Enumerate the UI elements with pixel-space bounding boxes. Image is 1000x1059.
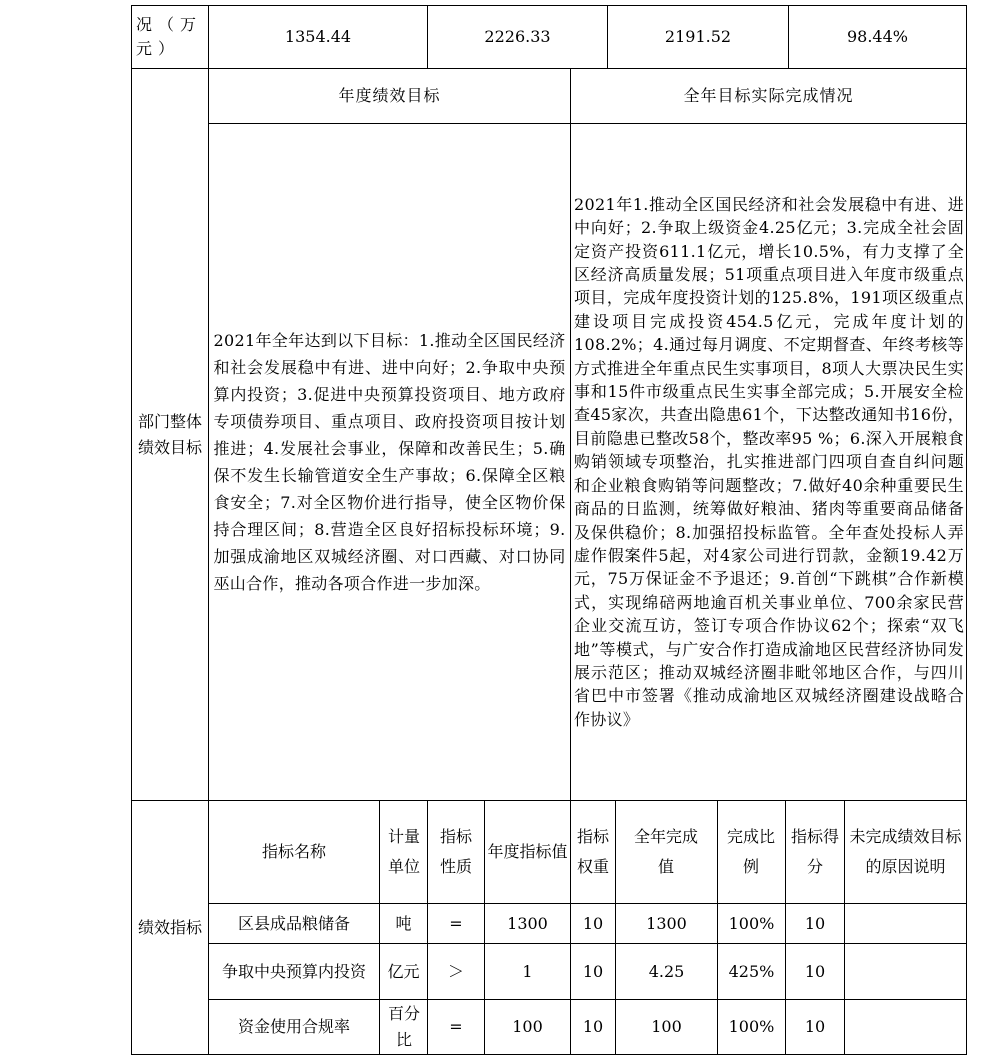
- cell-text: 吨: [395, 913, 412, 933]
- cell-text: 10: [582, 961, 604, 981]
- indicator-name: [209, 904, 379, 943]
- cell-text: 100: [512, 1017, 543, 1036]
- execution-rate-value: 98.44%: [846, 27, 908, 46]
- annual-goal-header-text: 年度绩效目标: [338, 86, 441, 105]
- fund-label: 况（万元）: [136, 15, 203, 58]
- fund-value-cell: [789, 6, 966, 68]
- grid-line: [966, 5, 967, 1055]
- header-text: 指标得分: [790, 827, 839, 876]
- fund-label-cell: [136, 6, 204, 68]
- indicator-reason: [845, 904, 966, 943]
- cell-text: 4.25: [648, 961, 685, 981]
- indicator-completed-value: [616, 944, 717, 999]
- cell-text: =: [449, 1017, 463, 1036]
- header-indicator-name: [209, 801, 379, 903]
- fund-value-cell: [608, 6, 788, 68]
- cell-text: 10: [804, 961, 826, 981]
- cell-text: 100%: [728, 1017, 775, 1036]
- dept-goal-label: 部门整体 绩效目标: [138, 411, 203, 457]
- actual-completion-header-text: 全年目标实际完成情况: [683, 86, 854, 105]
- cell-text: 区县成品粮储备: [237, 913, 350, 933]
- cell-text: 10: [804, 1017, 826, 1036]
- header-text: 指标性质: [439, 827, 472, 876]
- header-text: 全年完成值: [633, 827, 698, 876]
- cell-text: ＞: [447, 961, 464, 981]
- indicator-label-cell: [132, 801, 208, 1054]
- indicator-unit: [380, 944, 427, 999]
- header-annual-value: [485, 801, 570, 903]
- header-text: 指标名称: [261, 842, 326, 861]
- fund-value-cell: [209, 6, 427, 68]
- annual-budget-value: 1354.44: [284, 27, 352, 46]
- header-score: [786, 801, 844, 903]
- cell-text: 10: [582, 913, 604, 933]
- indicator-annual-value: [485, 1000, 570, 1054]
- indicator-score: [786, 1000, 844, 1054]
- indicator-name: [209, 944, 379, 999]
- cell-text: 100%: [728, 913, 775, 933]
- indicator-unit: [380, 904, 427, 943]
- grid-line: [570, 68, 571, 801]
- cell-text: 1300: [507, 913, 548, 933]
- indicator-weight: [571, 904, 615, 943]
- actual-completion-text: 2021年1.推动全区国民经济和社会发展稳中有进、进中向好；2.争取上级资金4.25亿元；3.完成全社会固定资产投资611.1亿元，增长10.5%，有力支撑了全区经济高质量发展；51项重点项目进入年度市级重点项目，完成年度投资计划的125.8%，191项区级重点建设项目完成投资454.5亿元，完成年度计划的108.2%；4.通过每月调度、不定期督查、年终考核等方式推进全年重点民生实事项目，8项人大票决民生实事和15件市级重点民生实事全部完成；5.开展安全检查45家次，共查出隐患61个，下达整改通知书16份，目前隐患已整改58个，整改率95 %；6.深入开展粮食购销领域专项整治，扎实推进部门四项自查自纠问题和企业粮食购销等问题整改；7.做好40余种重要民生商品的日监测，统筹做好粮油、猪肉等重要商品储备及保供稳价；8.加强招投标监管。全年查处投标人弄虚作假案件5起，对4家公司进行罚款，金额19.42万元，75万保证金不予退还；9.首创“下跳棋”合作新模式，实现绵碚两地逾百机关事业单位、700余家民营企业交流互访，签订专项合作协议62个；探索“双飞地”等模式，与广安合作打造成渝地区民营经济协同发展示范区；推动双城经济圈非毗邻地区合作，与四川省巴中市签署《推动成渝地区双城经济圈建设战略合作协议》: [574, 194, 964, 729]
- header-text: 年度指标值: [487, 842, 568, 861]
- header-completed-value: [625, 801, 707, 903]
- cell-text: 1300: [646, 913, 687, 933]
- indicator-nature: [428, 944, 484, 999]
- indicator-label: 绩效指标: [137, 917, 202, 937]
- indicator-reason: [845, 1000, 966, 1054]
- dept-goal-label-cell: [134, 69, 206, 800]
- indicator-annual-value: [485, 904, 570, 943]
- cell-text: 10: [804, 913, 826, 933]
- indicator-completion-ratio: [718, 904, 785, 943]
- indicator-weight: [571, 944, 615, 999]
- annual-goal-text: 2021年全年达到以下目标：1.推动全区国民经济和社会发展稳中有进、进中向好；2.争取中央预算内投资；3.促进中央预算投资项目、地方政府专项债券项目、重点项目、政府投资项目按计划推进；4.发展社会事业，保障和改善民生；5.确保不发生长输管道安全生产事故；6.保障全区粮食安全；7.对全区物价进行指导，使全区物价保持合理区间；8.营造全区良好招标投标环境；9.加强成渝地区双城经济圈、对口西藏、对口协同巫山合作，推动各项合作进一步加深。: [213, 331, 566, 593]
- indicator-unit: [384, 1000, 424, 1054]
- header-text: 计量单位: [387, 827, 420, 876]
- indicator-completed-value: [616, 904, 717, 943]
- indicator-annual-value: [485, 944, 570, 999]
- header-text: 未完成绩效目标的原因说明: [849, 827, 962, 876]
- header-reason: [847, 801, 964, 903]
- annual-goal-text-cell: [212, 124, 567, 800]
- annual-goal-header: [209, 69, 570, 123]
- cell-text: 1: [522, 961, 533, 981]
- indicator-score: [786, 904, 844, 943]
- indicator-name: [209, 1000, 379, 1054]
- header-unit: [384, 801, 424, 903]
- indicator-score: [786, 944, 844, 999]
- indicator-completed-value: [616, 1000, 717, 1054]
- indicator-nature: [428, 904, 484, 943]
- header-text: 完成比例: [726, 827, 775, 876]
- indicator-completion-ratio: [718, 944, 785, 999]
- header-completion-ratio: [721, 801, 781, 903]
- adjusted-budget-value: 2226.33: [484, 27, 551, 46]
- fund-value-cell: [428, 6, 607, 68]
- cell-text: 亿元: [387, 961, 420, 981]
- cell-text: 100: [651, 1017, 682, 1036]
- cell-text: 百分比: [387, 1004, 420, 1049]
- header-nature: [432, 801, 480, 903]
- cell-text: 资金使用合规率: [237, 1017, 350, 1036]
- actual-completion-header: [571, 69, 966, 123]
- executed-value: 2191.52: [664, 27, 732, 46]
- indicator-completion-ratio: [718, 1000, 785, 1054]
- actual-completion-text-cell: [573, 124, 965, 800]
- cell-text: 10: [582, 1017, 604, 1036]
- header-text: 指标权重: [576, 827, 609, 876]
- header-weight: [573, 801, 613, 903]
- indicator-reason: [845, 944, 966, 999]
- indicator-weight: [571, 1000, 615, 1054]
- cell-text: 争取中央预算内投资: [221, 961, 366, 981]
- cell-text: =: [449, 913, 463, 933]
- indicator-nature: [428, 1000, 484, 1054]
- grid-line: [131, 1054, 967, 1055]
- cell-text: 425%: [728, 961, 775, 981]
